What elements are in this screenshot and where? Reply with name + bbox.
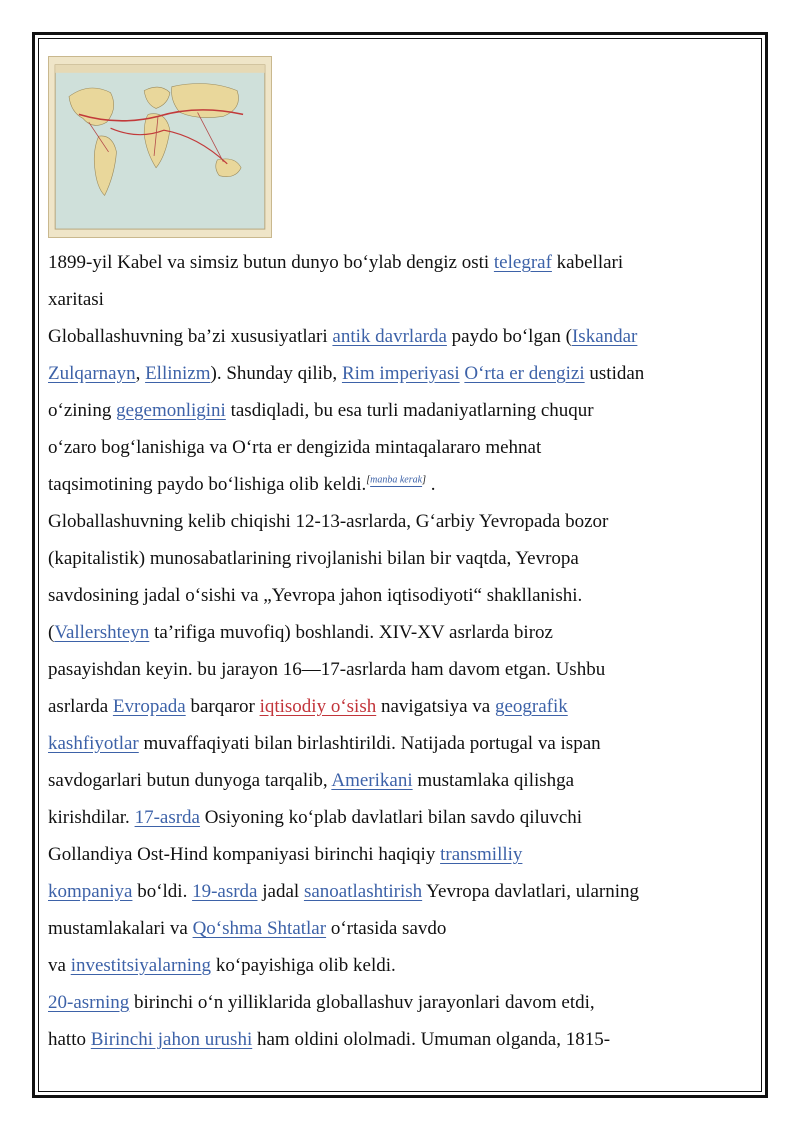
text: ). Shunday qilib, [210, 363, 342, 384]
text: ustidan [584, 363, 645, 384]
text: , [135, 363, 146, 384]
text: Gollandiya Ost-Hind kompaniyasi birinchi haqiqiy [48, 844, 441, 865]
link-manba-kerak[interactable]: manba kerak [370, 474, 423, 486]
text: o‘rtasida savdo [326, 918, 447, 939]
text: ham oldini ololmadi. Umuman olganda, 1815- [252, 1029, 611, 1050]
text: birinchi o‘n yilliklarida globallashuv jarayonlari davom etdi, [129, 992, 595, 1013]
link-iskandar-zulqarnayn[interactable]: Iskandar [571, 326, 638, 347]
text: ko‘payishiga olib keldi. [211, 955, 396, 976]
paragraph-1-line [48, 392, 738, 429]
text: navigatsiya va [376, 696, 495, 717]
paragraph-3-line [48, 984, 738, 1021]
text: barqaror [185, 696, 260, 717]
paragraph-3-line [48, 1021, 738, 1058]
link-orta-er-dengizi[interactable]: O‘rta er dengizi [464, 363, 585, 384]
text: taqsimotining paydo bo‘lishiga olib keldi. [48, 474, 367, 495]
paragraph-2-line [48, 540, 738, 577]
link-gegemonligini[interactable]: gegemonligini [116, 400, 226, 421]
paragraph-1-line [48, 355, 738, 392]
text: mustamlakalari va [48, 918, 193, 939]
link-iqtisodiy-osish[interactable]: iqtisodiy o‘sish [259, 696, 377, 717]
paragraph-2-line [48, 688, 738, 725]
text: Globallashuvning kelib chiqishi 12-13-asrlarda, G‘arbiy Yevropada bozor [48, 511, 609, 532]
text: tasdiqladi, bu esa turli madaniyatlarning chuqur [225, 400, 594, 421]
link-transmilliy-kompaniya[interactable]: transmilliy [440, 844, 523, 865]
text: ta’rifiga muvofiq) boshlandi. XIV-XV asrlarda biroz [149, 622, 553, 643]
text: jadal [257, 881, 304, 902]
link-investitsiyalarning[interactable]: investitsiyalarning [70, 955, 212, 976]
citation-needed [366, 475, 426, 486]
link-vallershteyn[interactable]: Vallershteyn [54, 622, 150, 643]
link-sanoatlashtirish[interactable]: sanoatlashtirish [303, 881, 423, 902]
text: o‘zaro bog‘lanishiga va O‘rta er dengizida mintaqalararo mehnat [48, 437, 542, 458]
paragraph-2-line [48, 614, 738, 651]
caption-line-2 [48, 281, 738, 318]
text: . [425, 474, 436, 495]
link-evropada[interactable]: Evropada [112, 696, 186, 717]
link-qoshma-shtatlar[interactable]: Qo‘shma Shtatlar [192, 918, 327, 939]
link-rim-imperiyasi[interactable]: Rim imperiyasi [341, 363, 460, 384]
bracket: ] [422, 474, 426, 486]
paragraph-2-line [48, 947, 738, 984]
text: ( [48, 622, 55, 643]
paragraph-1-line [48, 429, 738, 466]
paragraph-2-line [48, 910, 738, 947]
link-17-asrda[interactable]: 17-asrda [134, 807, 200, 828]
text: o‘zining [48, 400, 117, 421]
text: savdogarlari butun dunyoga tarqalib, [48, 770, 332, 791]
text: bo‘ldi. [132, 881, 193, 902]
text: kirishdilar. [48, 807, 135, 828]
text: Globallashuvning ba’zi xususiyatlari [48, 326, 333, 347]
paragraph-2-line [48, 836, 738, 873]
text: Osiyoning ko‘plab davlatlari bilan savdo qiluvchi [199, 807, 583, 828]
link-antik-davrlarda[interactable]: antik davrlarda [332, 326, 447, 347]
article-body [48, 56, 738, 1058]
text: hatto [48, 1029, 91, 1050]
caption-line-1 [48, 244, 738, 281]
text: asrlarda [48, 696, 113, 717]
bracket: [ [366, 474, 371, 486]
text: savdosining jadal o‘sishi va „Yevropa jahon iqtisodiyoti“ shakllanishi. [48, 585, 583, 606]
paragraph-2-line [48, 725, 738, 762]
world-map-icon[interactable] [48, 56, 272, 238]
link-transmilliy-kompaniya[interactable]: kompaniya [48, 881, 133, 902]
paragraph-1-line [48, 466, 738, 503]
link-amerikani[interactable]: Amerikani [331, 770, 413, 791]
link-geografik-kashfiyotlar[interactable]: geografik [494, 696, 568, 717]
text: paydo bo‘lgan ( [446, 326, 572, 347]
link-birinchi-jahon-urushi[interactable]: Birinchi jahon urushi [90, 1029, 253, 1050]
link-19-asrda[interactable]: 19-asrda [192, 881, 258, 902]
paragraph-2-line [48, 873, 738, 910]
link-telegraf[interactable]: telegraf [493, 252, 552, 273]
caption-text: 1899-yil Kabel va simsiz butun dunyo bo‘ylab dengiz osti [48, 252, 494, 273]
text: va [48, 955, 71, 976]
text: muvaffaqiyati bilan birlashtirildi. Natijada portugal va ispan [138, 733, 601, 754]
text: mustamlaka qilishga [412, 770, 575, 791]
paragraph-2-line [48, 503, 738, 540]
caption-text: kabellari [551, 252, 624, 273]
text: Yevropa davlatlari, ularning [422, 881, 640, 902]
caption-text: xaritasi [48, 289, 104, 310]
paragraph-1-line [48, 318, 738, 355]
paragraph-2-line [48, 799, 738, 836]
link-20-asrning[interactable]: 20-asrning [48, 992, 130, 1013]
text: (kapitalistik) munosabatlarining rivojlanishi bilan bir vaqtda, Yevropa [48, 548, 579, 569]
paragraph-2-line [48, 762, 738, 799]
paragraph-2-line [48, 577, 738, 614]
link-iskandar-zulqarnayn[interactable]: Zulqarnayn [48, 363, 136, 384]
paragraph-2-line [48, 651, 738, 688]
text: pasayishdan keyin. bu jarayon 16—17-asrlarda ham davom etgan. Ushbu [48, 659, 606, 680]
link-geografik-kashfiyotlar[interactable]: kashfiyotlar [48, 733, 139, 754]
link-ellinizm[interactable]: Ellinizm [145, 363, 211, 384]
